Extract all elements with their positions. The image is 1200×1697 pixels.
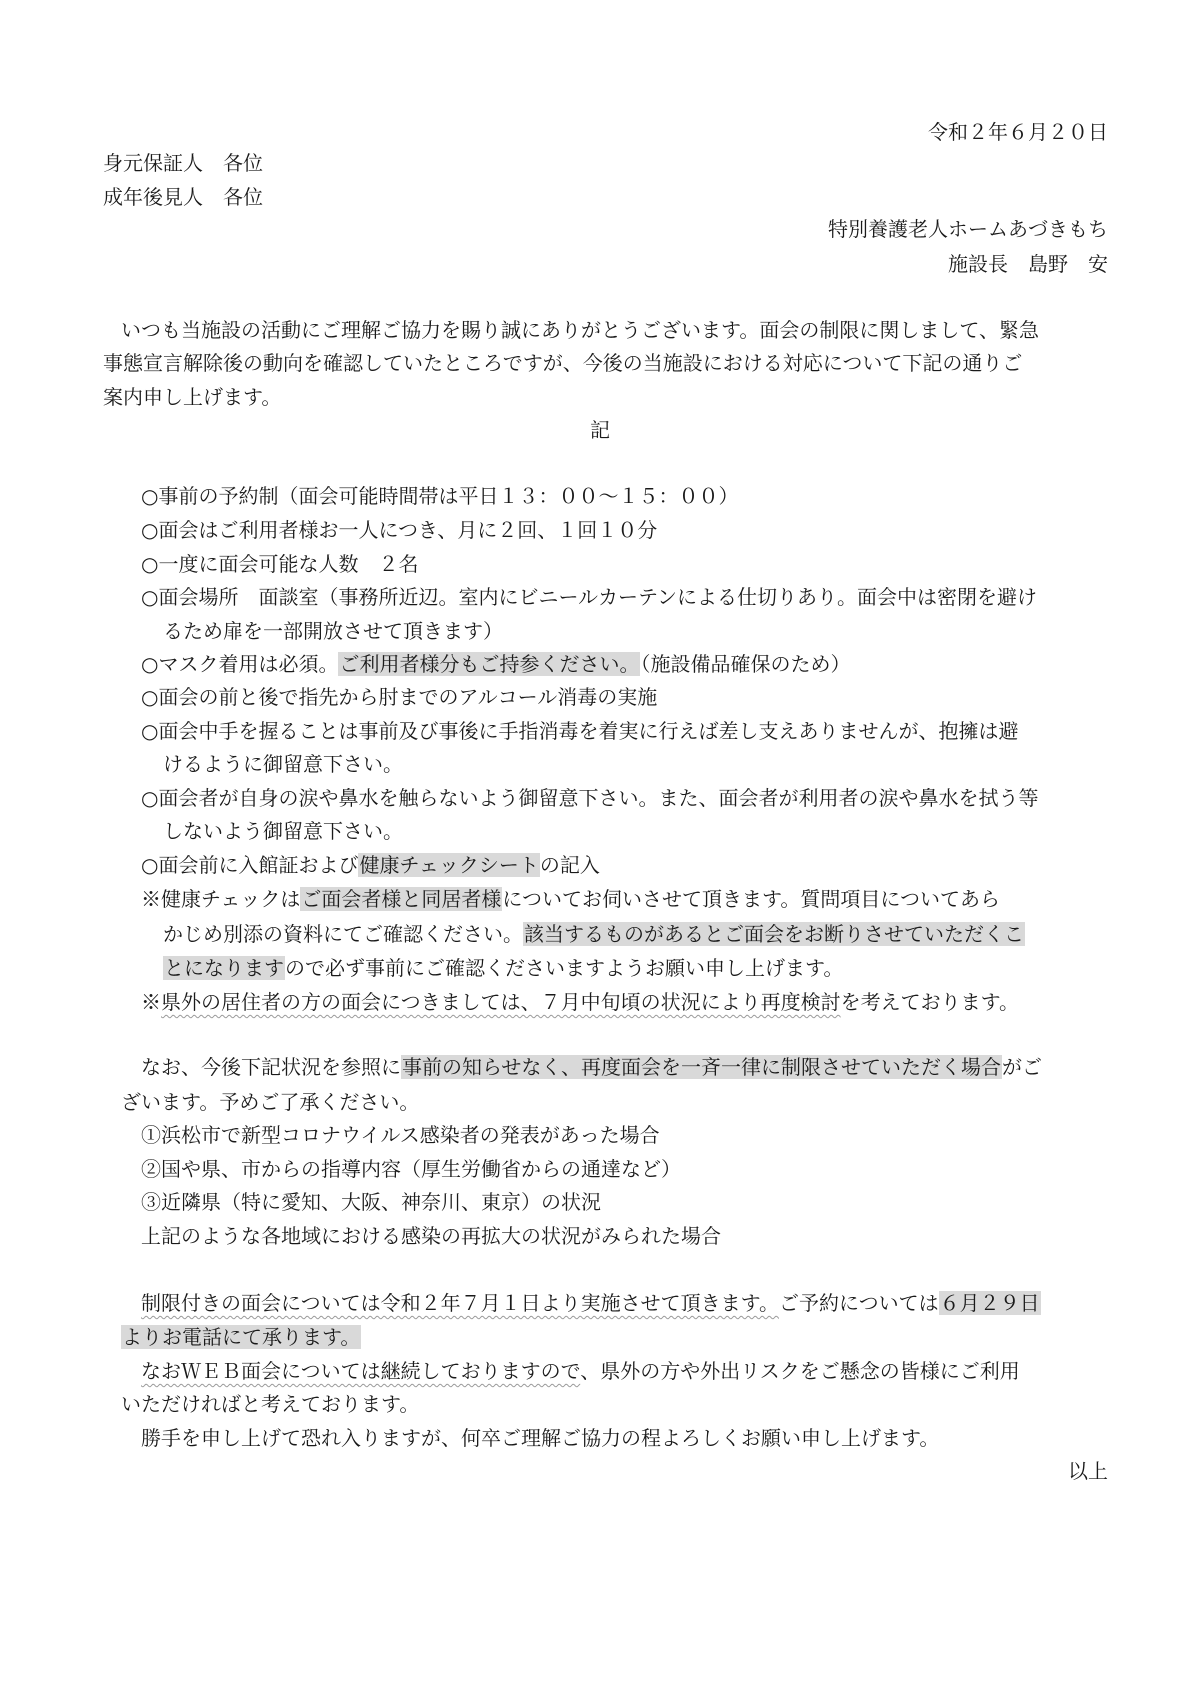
rule-location-line-2: るため扉を一部開放させて頂きます） bbox=[163, 619, 503, 643]
condition-neighbor-prefectures: ③近隣県（特に愛知、大阪、神奈川、東京）の状況 bbox=[141, 1190, 601, 1214]
note-wavy-underline: 県外の居住者の方の面会につきましては、７月中旬頃の状況により再度検討 bbox=[161, 990, 841, 1014]
web-visit-text: 、県外の方や外出リスクをご懸念の皆様にご利用 bbox=[580, 1359, 1020, 1383]
note-highlight-visitors: ご面会者様と同居者様 bbox=[301, 887, 502, 911]
intro-line-1: いつも当施設の活動にご理解ご協力を賜り誠にありがとうございます。面会の制限に関しまして、緊急 bbox=[121, 318, 1039, 342]
note-out-of-prefecture bbox=[141, 987, 1019, 1017]
sender-person: 施設長 島野 安 bbox=[948, 252, 1108, 276]
future-line-2: ざいます。予めご了承ください。 bbox=[121, 1090, 420, 1114]
rule-handshake-line-1: ○面会中手を握ることは事前及び事後に手指消毒を着実に行えば差し支えありませんが、抱擁は避 bbox=[141, 719, 1019, 743]
note-highlight-refusal-end: とになります bbox=[164, 956, 284, 980]
rule-mask bbox=[141, 649, 850, 679]
future-line-1 bbox=[141, 1052, 1042, 1082]
note-text: ※健康チェックは bbox=[141, 887, 301, 911]
rule-location-line-1: ○面会場所 面談室（事務所近辺。室内にビニールカーテンによる仕切りあり。面会中は密閉を避け bbox=[141, 585, 1038, 609]
note-text: についてお伺いさせて頂きます。質問項目についてあら bbox=[502, 887, 1001, 911]
sender-organization: 特別養護老人ホームあづきもち bbox=[828, 217, 1108, 241]
rule-frequency: ○面会はご利用者様お一人につき、月に２回、１回１０分 bbox=[141, 518, 658, 542]
note-text: ので必ず事前にご確認くださいますようお願い申し上げます。 bbox=[285, 956, 844, 980]
start-date-wavy: 制限付きの面会については令和２年７月１日より実施させて頂きます。 bbox=[141, 1291, 779, 1315]
phone-reservation-highlight: よりお電話にて承ります。 bbox=[122, 1325, 361, 1349]
document-date: 令和２年６月２０日 bbox=[928, 120, 1108, 144]
rule-disinfection: ○面会の前と後で指先から肘までのアルコール消毒の実施 bbox=[141, 685, 658, 709]
rule-mask-reason: （施設備品確保のため） bbox=[640, 652, 851, 676]
web-visit-line-2: いただければと考えております。 bbox=[121, 1392, 420, 1416]
condition-hamamatsu: ①浜松市で新型コロナウイルス感染者の発表があった場合 bbox=[141, 1123, 660, 1147]
health-check-sheet-highlight: 健康チェックシート bbox=[359, 853, 539, 877]
rule-mask-highlight: ご利用者様分もご持参ください。 bbox=[339, 652, 640, 676]
rule-health-check-suffix: の記入 bbox=[539, 853, 600, 877]
note-mark: ※ bbox=[141, 990, 161, 1014]
note-highlight-refusal: 該当するものがあるとご面会をお断りさせていただくこ bbox=[524, 922, 1024, 946]
future-text: がご bbox=[1002, 1055, 1042, 1079]
recipient-guarantors: 身元保証人 各位 bbox=[103, 151, 263, 175]
reservation-date-highlight: ６月２９日 bbox=[939, 1291, 1040, 1315]
intro-line-2: 事態宣言解除後の動向を確認していたところですが、今後の当施設における対応について下記の通りご bbox=[103, 351, 1023, 375]
note-health-line-3 bbox=[163, 953, 843, 983]
reservation-text: ご予約については bbox=[779, 1291, 939, 1315]
note-health-line-1 bbox=[141, 884, 1000, 914]
condition-government: ②国や県、市からの指導内容（厚生労働省からの通達など） bbox=[141, 1157, 681, 1181]
recipient-guardians: 成年後見人 各位 bbox=[103, 185, 263, 209]
rule-mask-text: ○マスク着用は必須。 bbox=[141, 652, 339, 676]
intro-line-3: 案内申し上げます。 bbox=[103, 385, 282, 409]
ki-heading: 記 bbox=[590, 418, 610, 442]
closing-end-mark: 以上 bbox=[1068, 1459, 1108, 1483]
future-highlight: 事前の知らせなく、再度面会を一斉一律に制限させていただく場合 bbox=[402, 1055, 1001, 1079]
start-date-line-2 bbox=[121, 1322, 361, 1352]
rule-health-check bbox=[141, 850, 600, 880]
web-visit-wavy: なおＷＥＢ面会については継続しておりますので bbox=[141, 1359, 581, 1383]
note-health-line-2 bbox=[163, 919, 1025, 949]
web-visit-line-1 bbox=[141, 1356, 1020, 1386]
rule-reservation: ○事前の予約制（面会可能時間帯は平日１３：００〜１５：００） bbox=[141, 484, 739, 508]
rule-handshake-line-2: けるように御留意下さい。 bbox=[163, 752, 403, 776]
rule-tears-line-1: ○面会者が自身の涙や鼻水を触らないよう御留意下さい。また、面会者が利用者の涙や鼻水を拭う等 bbox=[141, 786, 1039, 810]
rule-health-check-text: ○面会前に入館証および bbox=[141, 853, 359, 877]
future-text: なお、今後下記状況を参照に bbox=[141, 1055, 401, 1079]
condition-summary: 上記のような各地域における感染の再拡大の状況がみられた場合 bbox=[141, 1224, 721, 1248]
start-date-line-1 bbox=[141, 1288, 1041, 1318]
rule-visitor-count: ○一度に面会可能な人数 ２名 bbox=[141, 552, 419, 576]
note-text: を考えております。 bbox=[840, 990, 1020, 1014]
note-text: かじめ別添の資料にてご確認ください。 bbox=[163, 922, 523, 946]
rule-tears-line-2: しないよう御留意下さい。 bbox=[163, 819, 403, 843]
apology-line: 勝手を申し上げて恐れ入りますが、何卒ご理解ご協力の程よろしくお願い申し上げます。 bbox=[141, 1426, 940, 1450]
